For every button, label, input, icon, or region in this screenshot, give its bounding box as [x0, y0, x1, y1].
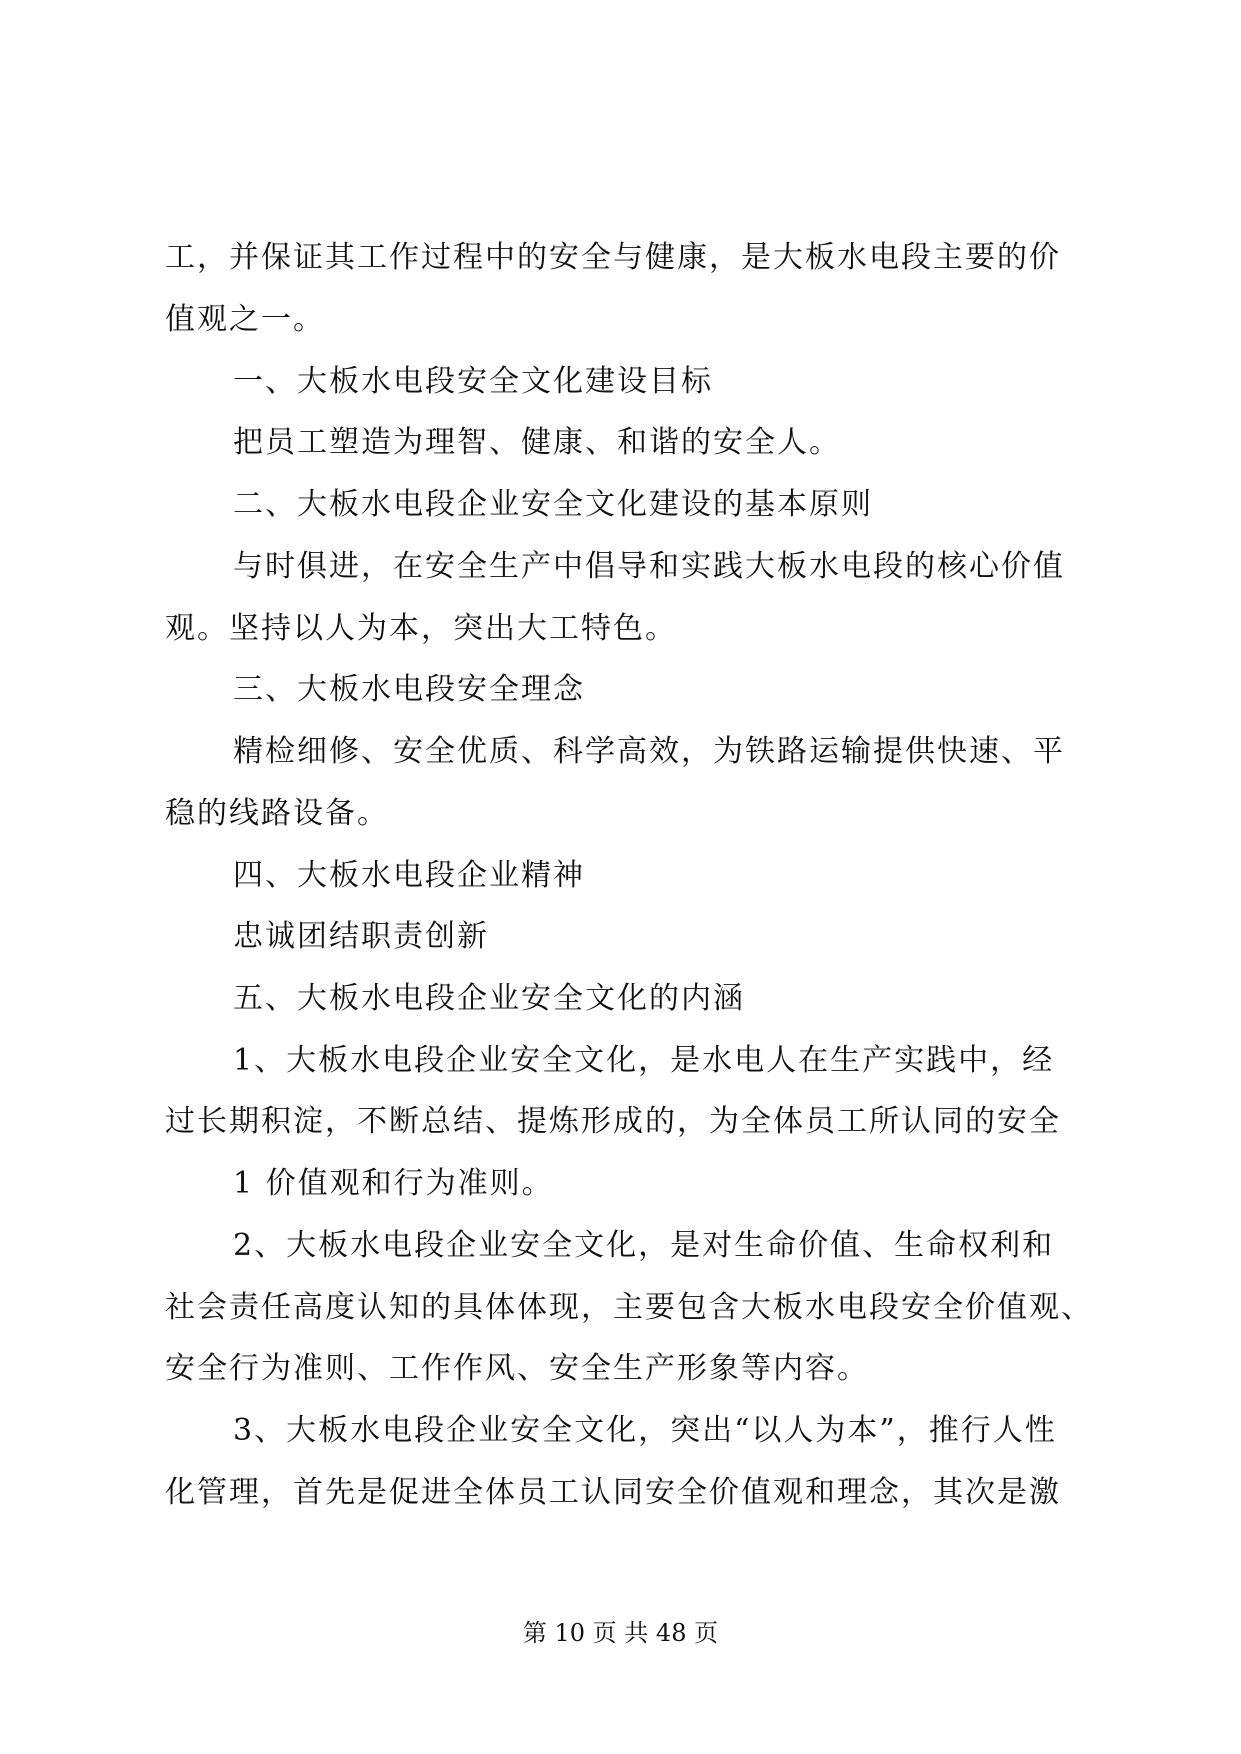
body-line: 1 价值观和行为准则。 [233, 1166, 554, 1201]
body-line: 2、大板水电段企业安全文化，是对生命价值、生命权利和 [233, 1228, 1055, 1263]
body-line: 与时俱进，在安全生产中倡导和实践大板水电段的核心价值 [233, 549, 1065, 584]
body-line: 观。坚持以人为本，突出大工特色。 [165, 611, 677, 646]
body-line: 值观之一。 [165, 302, 325, 337]
body-line: 工，并保证其工作过程中的安全与健康，是大板水电段主要的价 [165, 240, 1061, 275]
section-heading: 三、大板水电段安全理念 [233, 672, 585, 707]
body-line: 社会责任高度认知的具体体现，主要包含大板水电段安全价值观、 [165, 1290, 1093, 1325]
section-heading: 五、大板水电段企业安全文化的内涵 [233, 981, 745, 1016]
body-line: 稳的线路设备。 [165, 796, 389, 831]
section-heading: 四、大板水电段企业精神 [233, 858, 585, 893]
page-number-footer: 第 10 页 共 48 页 [522, 1619, 719, 1647]
body-line: 精检细修、安全优质、科学高效，为铁路运输提供快速、平 [233, 734, 1065, 769]
body-line: 安全行为准则、工作作风、安全生产形象等内容。 [165, 1351, 869, 1386]
body-line: 1、大板水电段企业安全文化，是水电人在生产实践中，经 [233, 1043, 1055, 1078]
body-line: 忠诚团结职责创新 [233, 919, 489, 954]
section-heading: 二、大板水电段企业安全文化建设的基本原则 [233, 487, 873, 522]
body-line: 过长期积淀，不断总结、提炼形成的，为全体员工所认同的安全 [165, 1104, 1061, 1139]
body-line: 3、大板水电段企业安全文化，突出“以人为本”，推行人性 [233, 1413, 1057, 1448]
section-heading: 一、大板水电段安全文化建设目标 [233, 364, 713, 399]
body-line: 把员工塑造为理智、健康、和谐的安全人。 [233, 425, 841, 460]
body-line: 化管理，首先是促进全体员工认同安全价值观和理念，其次是激 [165, 1475, 1061, 1510]
